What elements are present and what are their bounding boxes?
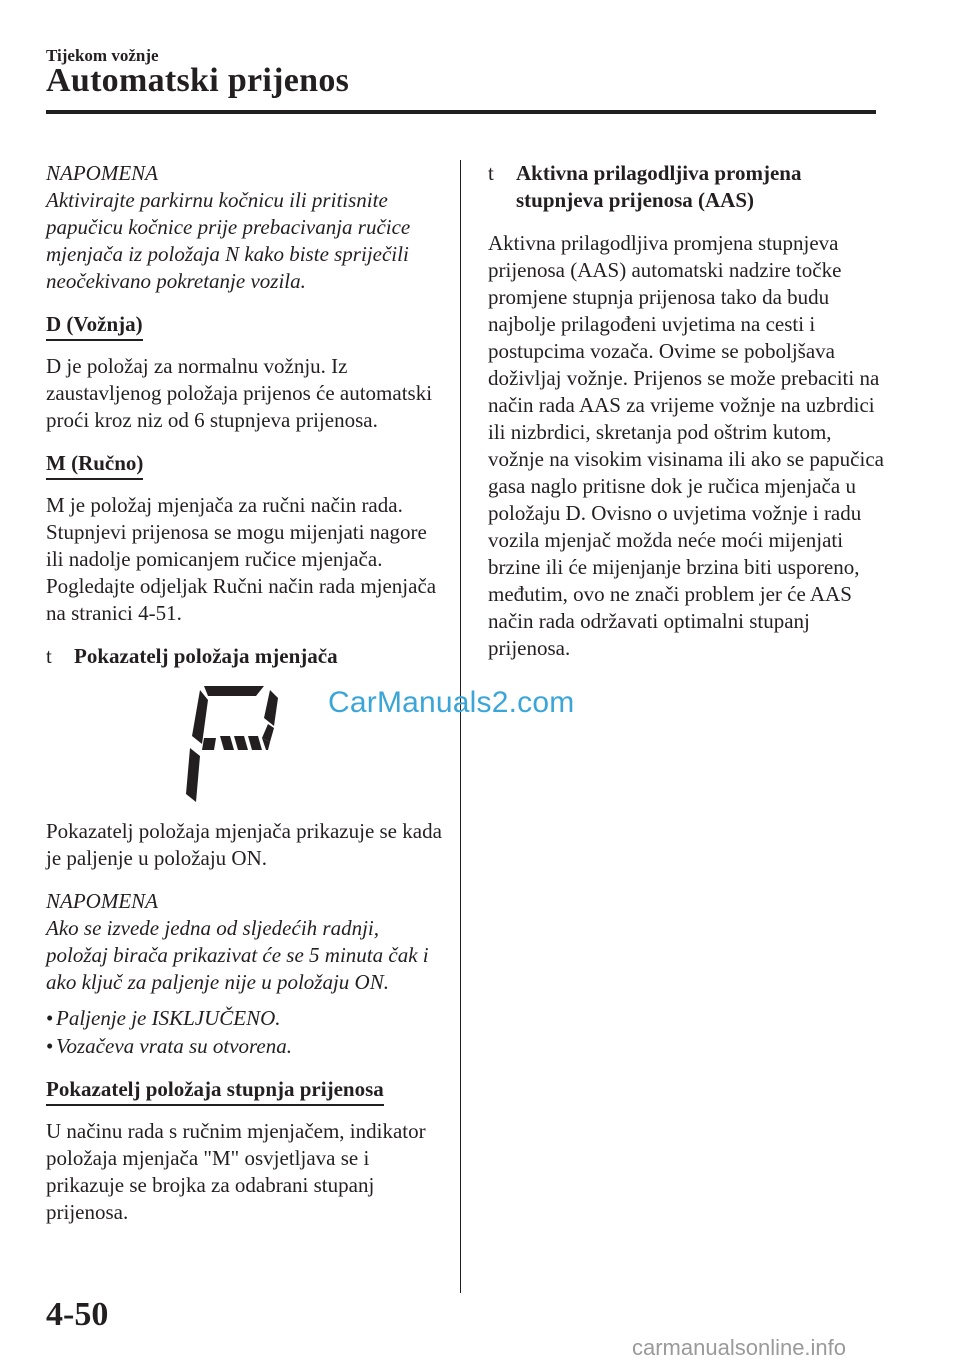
segment-left-lower [186, 748, 200, 802]
gear-position-heading: Pokazatelj položaja stupnja prijenosa [46, 1076, 384, 1106]
note-body: Aktivirajte parkirnu kočnicu ili pritisnite papučicu kočnice prije prebacivanja ručice mjenjača iz položaja N kako biste spriječili neočekivano pokretanje vozila. [46, 188, 411, 293]
list-item [46, 1032, 442, 1060]
segment-left-upper [192, 690, 208, 744]
footer-watermark: carmanualsonline.info [632, 1335, 847, 1360]
drive-heading: D (Vožnja) [46, 311, 143, 341]
right-column [488, 160, 888, 662]
note2-heading: NAPOMENA [46, 889, 158, 913]
list-item [46, 1004, 442, 1032]
manual-body: M je položaj mjenjača za ručni način rada. Stupnjevi prijenosa se mogu mijenjati nagore ili nadolje pomicanjem ručice mjenjača. Pogledajte odjeljak Ručni način rada mjenjača na stranici 4-51. [46, 493, 437, 625]
section-marker-icon: t [488, 161, 494, 185]
note2-body: Ako se izvede jedna od sljedećih radnji, položaj birača prikazivat će se 5 minuta čak i ako ključ za paljenje nije u položaju ON. [46, 916, 429, 994]
list-item-text: Vozačeva vrata su otvorena. [56, 1034, 293, 1058]
segment-mid-2 [220, 736, 234, 750]
segment-right-upper [264, 690, 278, 726]
list-item-text: Paljenje je ISKLJUČENO. [56, 1006, 281, 1030]
section-marker-icon: t [46, 644, 52, 668]
watermark-carmanuals: CarManuals2.com [328, 686, 575, 719]
page-number: 4-50 [46, 1296, 109, 1333]
segment-mid-1 [202, 738, 216, 750]
section-label: Tijekom vožnje [46, 46, 159, 65]
p-segment-display-icon [186, 678, 298, 808]
note-heading: NAPOMENA [46, 161, 158, 185]
segment-mid-3 [234, 736, 248, 750]
column-divider [460, 160, 461, 1293]
gear-position-body: U načinu rada s ručnim mjenjačem, indikator položaja mjenjača "M" osvjetljava se i prikazuje se brojka za odabrani stupanj prijenosa. [46, 1119, 426, 1224]
indicator-body: Pokazatelj položaja mjenjača prikazuje se kada je paljenje u položaju ON. [46, 819, 442, 870]
segment-mid-4 [248, 736, 262, 750]
indicator-heading [46, 643, 442, 670]
aas-heading-text: Aktivna prilagodljiva promjena stupnjeva prijenosa (AAS) [516, 161, 802, 212]
drive-body: D je položaj za normalnu vožnju. Iz zaustavljenog položaja prijenos će automatski proći kroz niz od 6 stupnjeva prijenosa. [46, 354, 433, 432]
manual-heading: M (Ručno) [46, 450, 143, 480]
aas-body: Aktivna prilagodljiva promjena stupnjeva prijenosa (AAS) automatski nadzire točke promjene stupnja prijenosa tako da budu najbolje prilagođeni uvjetima na cesti i postupcima vozača. Ovime se poboljšava doživljaj vožnje. Prijenos se može prebaciti na način rada AAS za vrijeme vožnje na uzbrdici ili nizbrdici, skretanja pod oštrim kutom, vožnje na visokim visinama ili ako se papučica gasa naglo pritisne dok je ručica mjenjača u položaju D. Ovisno o uvjetima vožnje i radu vozila mjenjač možda neće moći mijenjati brzine ili će mijenjanje brzina biti usporeno, međutim, ovo ne znači problem jer će AAS način rada održavati optimalni stupanj prijenosa. [488, 231, 884, 660]
bullet-dot-icon: • [46, 1034, 54, 1058]
aas-heading [488, 160, 888, 214]
note2-list [46, 1004, 442, 1060]
segment-top [204, 686, 264, 696]
title-rule [46, 110, 876, 114]
page-title: Automatski prijenos [46, 62, 350, 99]
bullet-dot-icon: • [46, 1006, 54, 1030]
indicator-heading-text: Pokazatelj položaja mjenjača [74, 644, 338, 668]
